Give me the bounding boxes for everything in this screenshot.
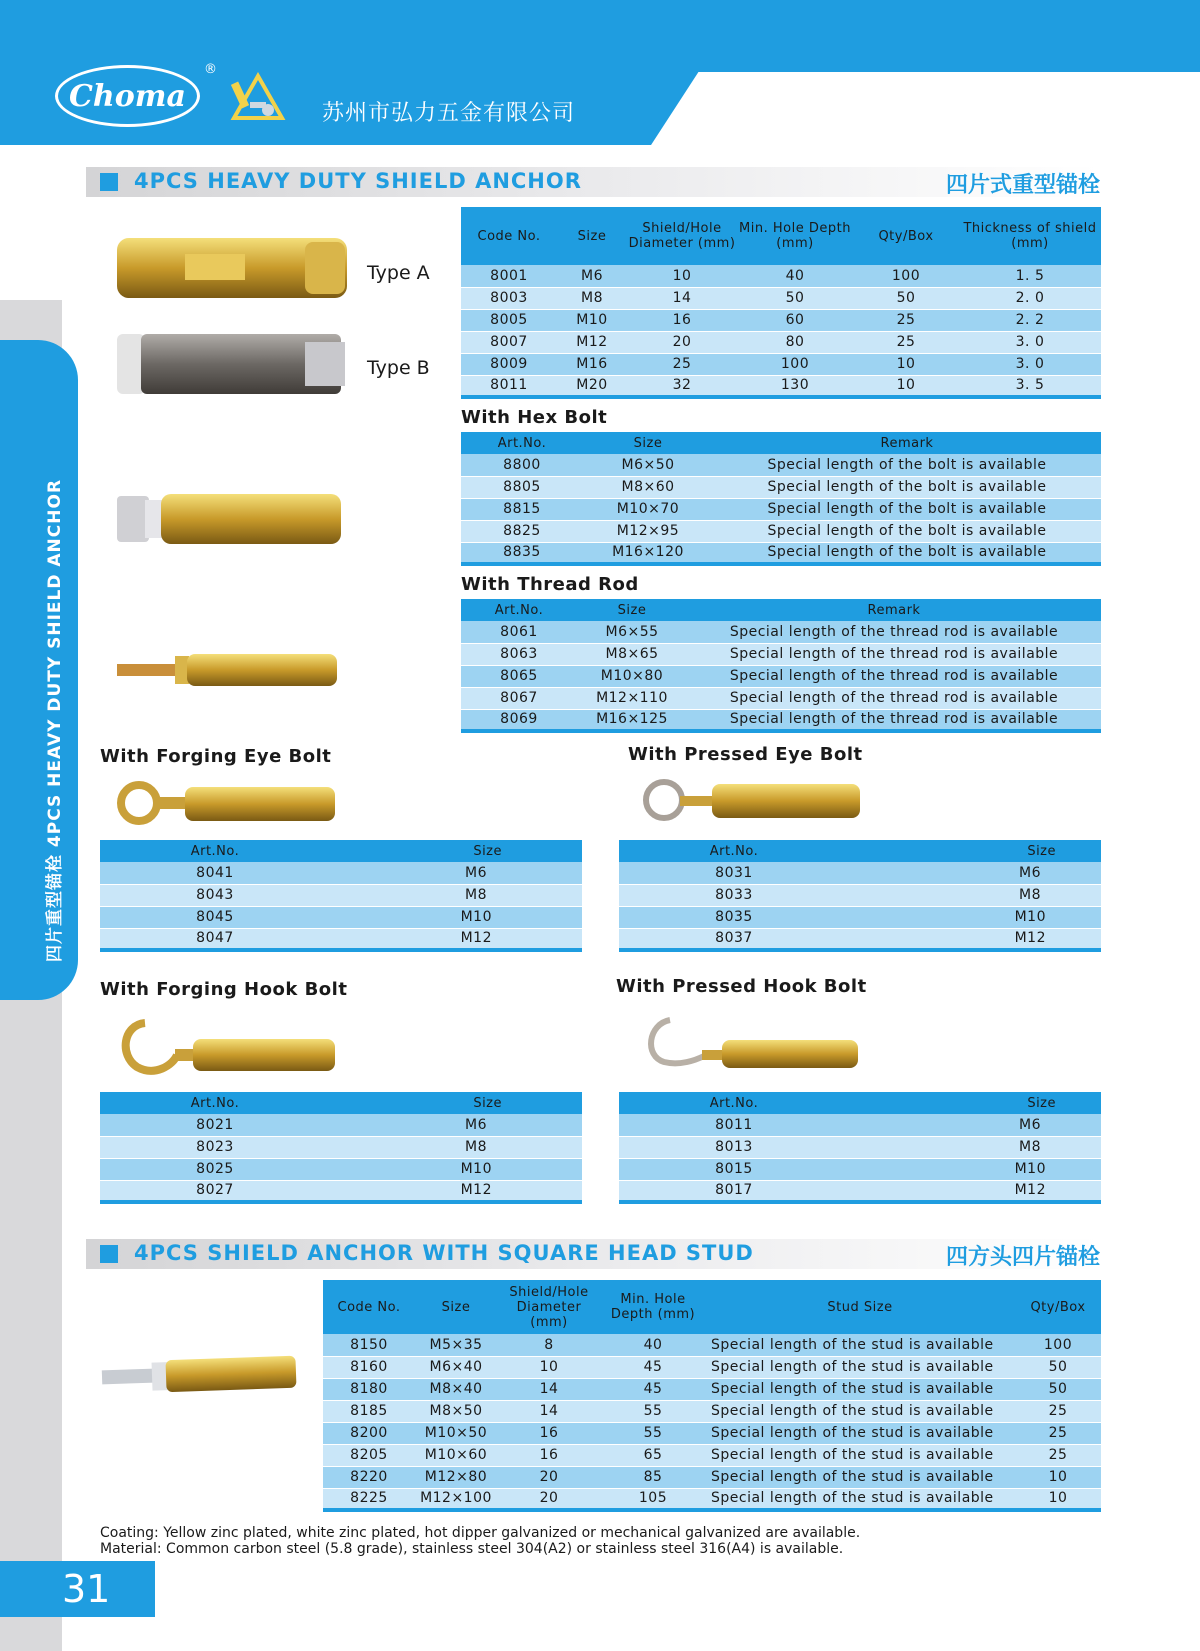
heavy-duty-spec-table [461,207,1101,399]
cell: Special length of the bolt is available [713,454,1101,476]
col-size: Size [849,1092,1101,1114]
cell: 10 [497,1356,601,1378]
cell: 8025 [100,1158,330,1180]
cell: M6 [557,265,627,287]
cell: 8021 [100,1114,330,1136]
table-row [461,476,1101,498]
col-min-hole-depth: Min. Hole Depth (mm) [601,1280,705,1334]
cell: 8205 [323,1444,415,1466]
cell: Special length of the bolt is available [713,520,1101,542]
cell: 8067 [461,687,577,709]
cell: 16 [497,1422,601,1444]
cell: 25 [1015,1444,1101,1466]
cell: 25 [1015,1422,1101,1444]
cell: 14 [497,1378,601,1400]
col-art-no: Art.No. [619,1092,849,1114]
table-row [461,665,1101,687]
cell: 8805 [461,476,583,498]
forging-eye-title: With Forging Eye Bolt [100,746,332,767]
registered-mark: ® [204,62,217,77]
table-row [323,1356,1101,1378]
table-row [619,1158,1101,1180]
cell: M6 [849,862,1101,884]
cell: 8035 [619,906,849,928]
side-tab [0,340,78,1000]
cell: M10 [557,309,627,331]
cell: 8011 [619,1114,849,1136]
cell: Special length of the thread rod is available [687,621,1101,643]
cell: M8 [557,287,627,309]
cell: M10 [330,1158,582,1180]
thread-rod-table [461,599,1101,733]
section-title-heavy-duty [86,167,1100,197]
cell: M12×110 [577,687,687,709]
cell: 8061 [461,621,577,643]
cell: M12×95 [583,520,713,542]
table-row [461,621,1101,643]
thread-rod-anchor-image [115,650,340,690]
cell: Special length of the stud is available [705,1444,1015,1466]
cell: Special length of the thread rod is available [687,709,1101,731]
cell: M10×50 [415,1422,497,1444]
cell: 8013 [619,1136,849,1158]
cell: 40 [737,265,853,287]
coating-note: Coating: Yellow zinc plated, white zinc plated, hot dipper galvanized or mechanical galvanized are available. [100,1525,861,1541]
table-row [461,375,1101,397]
cell: M6×55 [577,621,687,643]
company-name: 苏州市弘力五金有限公司 [322,101,576,126]
cell: 25 [853,309,959,331]
cell: 8825 [461,520,583,542]
cell: 8835 [461,542,583,564]
table-row [461,709,1101,731]
table-row [323,1488,1101,1510]
hex-bolt-table [461,432,1101,566]
cell: M20 [557,375,627,397]
table-row [461,331,1101,353]
cell: 8023 [100,1136,330,1158]
cell: 60 [737,309,853,331]
cell: 50 [737,287,853,309]
page-number: 31 [0,1561,155,1617]
cell: 2. 2 [959,309,1101,331]
type-a-anchor-image [115,232,350,304]
section-title-cn: 四方头四片锚栓 [945,1245,1100,1270]
pressed-hook-title: With Pressed Hook Bolt [616,976,867,997]
cell: M8 [330,884,582,906]
square-head-spec-table [323,1280,1101,1512]
cell: M12 [849,928,1101,950]
pressed-eye-title: With Pressed Eye Bolt [628,744,863,765]
col-shield-diameter: Shield/Hole Diameter (mm) [497,1280,601,1334]
col-code-no: Code No. [461,207,557,265]
table-row [461,454,1101,476]
cell: 10 [853,375,959,397]
cell: M8 [849,1136,1101,1158]
table-row [323,1400,1101,1422]
table-row [100,1136,582,1158]
cell: 3. 0 [959,353,1101,375]
square-head-stud-anchor-image [99,1352,300,1399]
table-row [323,1422,1101,1444]
cell: M8×50 [415,1400,497,1422]
cell: 3. 0 [959,331,1101,353]
table-row [619,1180,1101,1202]
cell: 45 [601,1356,705,1378]
cell: M16×125 [577,709,687,731]
cell: 8220 [323,1466,415,1488]
cell: M10 [849,906,1101,928]
table-row [619,1114,1101,1136]
pressed-eye-bolt-image [640,772,865,834]
col-art-no: Art.No. [461,599,577,621]
cell: 50 [853,287,959,309]
cell: 8200 [323,1422,415,1444]
cell: M10×70 [583,498,713,520]
type-a-label: Type A [367,262,430,284]
section-square-icon [100,173,118,191]
table-row [461,542,1101,564]
cell: M6×50 [583,454,713,476]
cell: 8033 [619,884,849,906]
section-square-icon [100,1245,118,1263]
cell: M6 [330,1114,582,1136]
cell: 8011 [461,375,557,397]
cell: M10 [849,1158,1101,1180]
cell: 8027 [100,1180,330,1202]
col-art-no: Art.No. [461,432,583,454]
table-row [461,643,1101,665]
col-size: Size [849,840,1101,862]
cell: M16 [557,353,627,375]
cell: Special length of the bolt is available [713,498,1101,520]
cell: M6 [330,862,582,884]
cell: 130 [737,375,853,397]
cell: 8063 [461,643,577,665]
cell: 16 [627,309,737,331]
col-art-no: Art.No. [100,840,330,862]
cell: M8×65 [577,643,687,665]
table-row [100,1114,582,1136]
cell: 8009 [461,353,557,375]
table-row [619,906,1101,928]
cell: 8045 [100,906,330,928]
cell: 25 [853,331,959,353]
col-size: Size [415,1280,497,1334]
cell: 105 [601,1488,705,1510]
section-title-en: 4PCS HEAVY DUTY SHIELD ANCHOR [134,169,582,193]
cell: M10×80 [577,665,687,687]
table-row [100,1158,582,1180]
cell: 3. 5 [959,375,1101,397]
type-b-label: Type B [367,357,430,379]
cell: 100 [737,353,853,375]
cell: 8069 [461,709,577,731]
cell: Special length of the thread rod is available [687,665,1101,687]
table-row [461,287,1101,309]
table-row [619,884,1101,906]
forging-eye-table [100,840,582,952]
cell: M8×60 [583,476,713,498]
cell: 40 [601,1334,705,1356]
hex-bolt-title: With Hex Bolt [461,407,608,428]
cell: 100 [1015,1334,1101,1356]
col-size: Size [583,432,713,454]
col-remark: Remark [713,432,1101,454]
col-thickness: Thickness of shield (mm) [959,207,1101,265]
cell: 10 [1015,1466,1101,1488]
table-row [461,353,1101,375]
cell: M12×100 [415,1488,497,1510]
col-size: Size [557,207,627,265]
cell: 55 [601,1422,705,1444]
table-row [461,687,1101,709]
col-shield-diameter: Shield/Hole Diameter (mm) [627,207,737,265]
cell: M16×120 [583,542,713,564]
cell: M10×60 [415,1444,497,1466]
table-row [461,309,1101,331]
cell: 25 [627,353,737,375]
table-row [323,1444,1101,1466]
table-row [619,1136,1101,1158]
cell: Special length of the thread rod is available [687,687,1101,709]
cell: 55 [601,1400,705,1422]
cell: 1. 5 [959,265,1101,287]
cell: 8015 [619,1158,849,1180]
pressed-eye-table [619,840,1101,952]
col-stud-size: Stud Size [705,1280,1015,1334]
cell: Special length of the stud is available [705,1378,1015,1400]
cell: 8065 [461,665,577,687]
cell: 16 [497,1444,601,1466]
cell: 8003 [461,287,557,309]
side-tab-label: 四片重型锚栓 4PCS HEAVY DUTY SHIELD ANCHOR [45,478,65,962]
cell: 8800 [461,454,583,476]
cell: Special length of the stud is available [705,1334,1015,1356]
col-min-hole-depth: Min. Hole Depth (mm) [737,207,853,265]
hex-bolt-anchor-image [115,488,345,550]
cell: 65 [601,1444,705,1466]
cell: 8160 [323,1356,415,1378]
cell: 8815 [461,498,583,520]
cell: 8017 [619,1180,849,1202]
cell: 14 [497,1400,601,1422]
forging-hook-bolt-image [115,1015,340,1083]
cell: 14 [627,287,737,309]
cell: 100 [853,265,959,287]
cell: 8005 [461,309,557,331]
table-row [461,498,1101,520]
cell: Special length of the stud is available [705,1400,1015,1422]
cell: M6×40 [415,1356,497,1378]
pressed-hook-table [619,1092,1101,1204]
cell: 8047 [100,928,330,950]
col-art-no: Art.No. [619,840,849,862]
table-row [323,1378,1101,1400]
cell: M10 [330,906,582,928]
cell: M12 [330,928,582,950]
cell: M6 [849,1114,1101,1136]
table-row [100,884,582,906]
cell: 10 [1015,1488,1101,1510]
cell: 20 [497,1466,601,1488]
cell: 8185 [323,1400,415,1422]
cell: 8031 [619,862,849,884]
cell: 2. 0 [959,287,1101,309]
brand-logo: Choma [55,65,200,127]
cell: M8 [330,1136,582,1158]
cell: M8×40 [415,1378,497,1400]
cell: 10 [853,353,959,375]
cell: 8 [497,1334,601,1356]
material-note: Material: Common carbon steel (5.8 grade), stainless steel 304(A2) or stainless steel 316(A4) is available. [100,1541,844,1557]
col-code-no: Code No. [323,1280,415,1334]
tools-logo-icon [228,72,290,122]
cell: M12×80 [415,1466,497,1488]
cell: 50 [1015,1378,1101,1400]
cell: M8 [849,884,1101,906]
cell: M12 [849,1180,1101,1202]
col-qty-box: Qty/Box [1015,1280,1101,1334]
cell: 8225 [323,1488,415,1510]
cell: 45 [601,1378,705,1400]
table-row [323,1466,1101,1488]
table-row [100,906,582,928]
thread-rod-title: With Thread Rod [461,574,639,595]
cell: 8007 [461,331,557,353]
section-title-square-head [86,1239,1100,1269]
cell: Special length of the stud is available [705,1466,1015,1488]
cell: Special length of the stud is available [705,1356,1015,1378]
header-white-wedge [640,72,1200,162]
cell: 20 [497,1488,601,1510]
forging-eye-bolt-image [115,775,340,835]
cell: 32 [627,375,737,397]
forging-hook-title: With Forging Hook Bolt [100,979,348,1000]
cell: Special length of the bolt is available [713,542,1101,564]
cell: 85 [601,1466,705,1488]
table-row [100,1180,582,1202]
table-row [619,862,1101,884]
table-row [461,265,1101,287]
table-row [100,928,582,950]
col-art-no: Art.No. [100,1092,330,1114]
type-b-anchor-image [115,328,350,400]
pressed-hook-bolt-image [638,1012,863,1078]
cell: M12 [557,331,627,353]
col-size: Size [330,840,582,862]
table-row [619,928,1101,950]
cell: 8037 [619,928,849,950]
cell: Special length of the thread rod is available [687,643,1101,665]
cell: 8043 [100,884,330,906]
notes [100,1525,860,1557]
cell: M12 [330,1180,582,1202]
cell: M5×35 [415,1334,497,1356]
cell: Special length of the stud is available [705,1488,1015,1510]
cell: 25 [1015,1400,1101,1422]
section-title-en: 4PCS SHIELD ANCHOR WITH SQUARE HEAD STUD [134,1241,754,1265]
cell: 8150 [323,1334,415,1356]
cell: 8180 [323,1378,415,1400]
cell: 20 [627,331,737,353]
cell: 8001 [461,265,557,287]
col-qty-box: Qty/Box [853,207,959,265]
table-row [100,862,582,884]
forging-hook-table [100,1092,582,1204]
page-header [0,0,1200,145]
cell: Special length of the stud is available [705,1422,1015,1444]
cell: Special length of the bolt is available [713,476,1101,498]
cell: 80 [737,331,853,353]
table-row [461,520,1101,542]
cell: 8041 [100,862,330,884]
table-row [323,1334,1101,1356]
col-size: Size [577,599,687,621]
cell: 10 [627,265,737,287]
cell: 50 [1015,1356,1101,1378]
col-size: Size [330,1092,582,1114]
col-remark: Remark [687,599,1101,621]
section-title-cn: 四片式重型锚栓 [945,173,1100,198]
